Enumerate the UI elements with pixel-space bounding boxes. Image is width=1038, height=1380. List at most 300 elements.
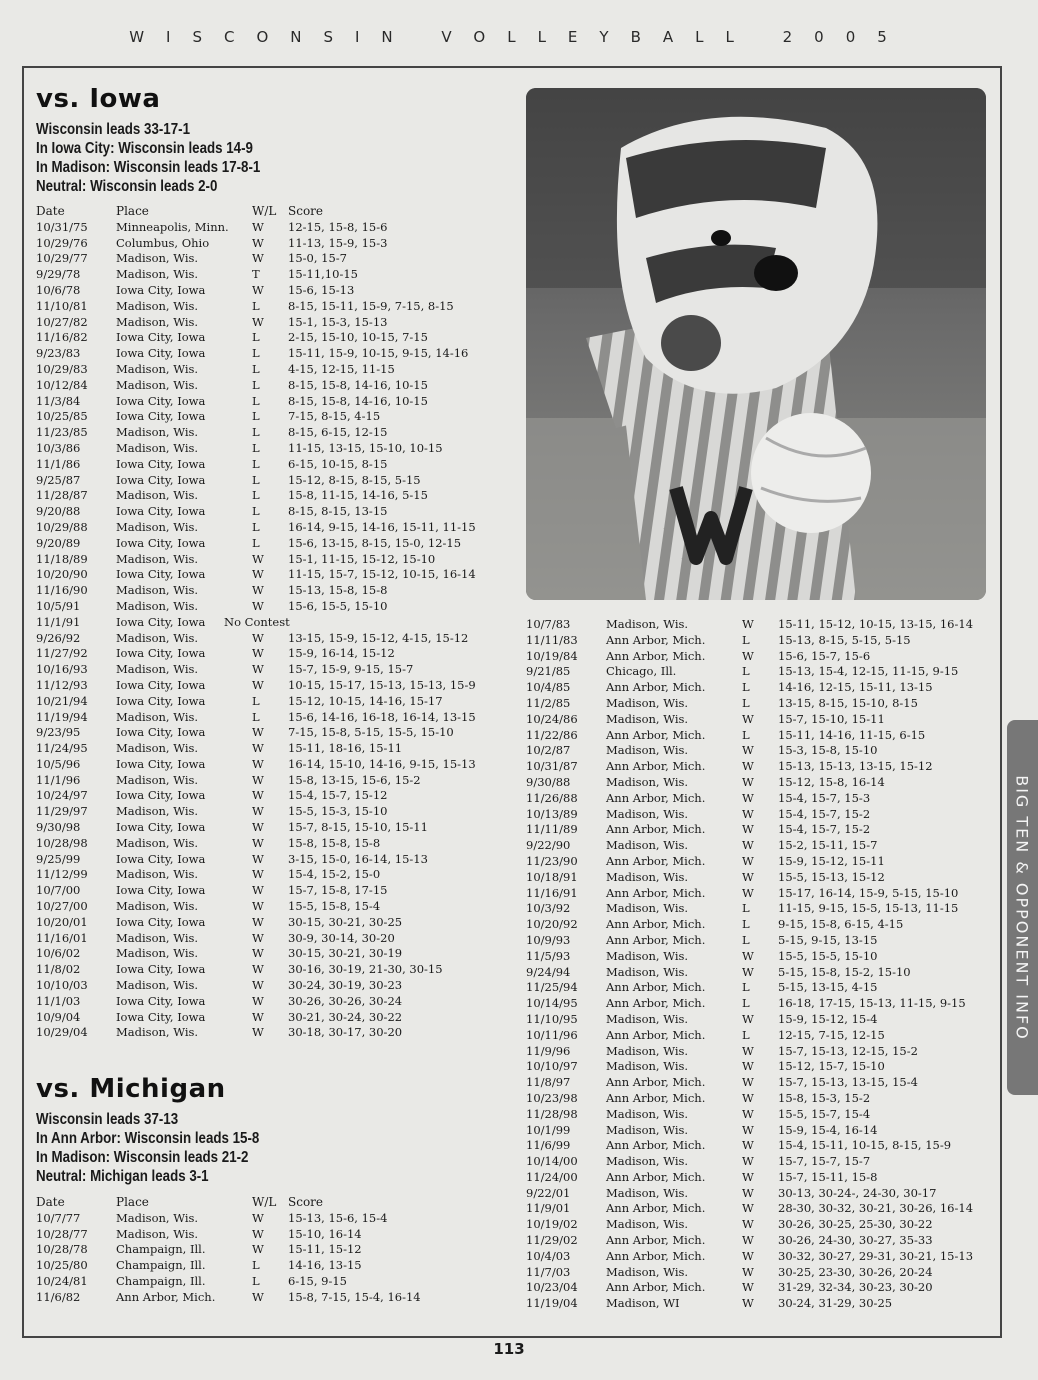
table-row	[526, 633, 996, 649]
place-cell: Iowa City, Iowa	[116, 567, 206, 582]
date-cell: 10/25/85	[36, 409, 88, 424]
place-cell: Madison, Wis.	[116, 930, 199, 945]
score-cell: 15-5, 15-8, 15-4	[288, 899, 381, 914]
place-cell: Madison, Wis.	[116, 314, 199, 329]
result-cell: T	[252, 267, 260, 282]
table-row	[36, 1211, 506, 1227]
result-cell: W	[252, 788, 264, 803]
table-row	[526, 1123, 996, 1139]
score-cell: 15-7, 15-10, 15-11	[778, 711, 885, 726]
date-cell: 11/8/97	[526, 1075, 571, 1090]
score-cell: 15-7, 8-15, 15-10, 15-11	[288, 820, 428, 835]
table-row	[36, 710, 506, 726]
score-cell: 11-15, 13-15, 15-10, 10-15	[288, 440, 443, 455]
result-cell: W	[252, 899, 264, 914]
place-cell: Ann Arbor, Mich.	[606, 1233, 706, 1248]
table-row	[526, 807, 996, 823]
score-cell: 30-26, 30-25, 25-30, 30-22	[778, 1217, 933, 1232]
result-cell: W	[252, 251, 264, 266]
date-cell: 11/11/89	[526, 822, 578, 837]
score-cell: 30-15, 30-21, 30-25	[288, 914, 403, 929]
date-cell: 11/28/87	[36, 488, 88, 503]
result-cell: W	[742, 948, 754, 963]
score-cell: 30-25, 23-30, 30-26, 20-24	[778, 1264, 933, 1279]
place-cell: Iowa City, Iowa	[116, 693, 206, 708]
table-row	[36, 1242, 506, 1258]
mascot-photo-image	[526, 88, 986, 600]
date-cell: 9/24/94	[526, 964, 571, 979]
date-cell: 9/22/01	[526, 1185, 571, 1200]
result-cell: W	[252, 883, 264, 898]
place-cell: Ann Arbor, Mich.	[606, 1138, 706, 1153]
date-cell: 10/7/83	[526, 617, 571, 631]
table-row	[526, 822, 996, 838]
score-cell: 15-4, 15-7, 15-12	[288, 788, 388, 803]
score-cell: 15-9, 15-12, 15-11	[778, 853, 885, 868]
running-head: WISCONSIN VOLLEYBALL 2005	[129, 28, 909, 46]
table-row	[36, 504, 506, 520]
score-cell: 15-11, 15-9, 10-15, 9-15, 14-16	[288, 346, 469, 361]
result-cell: No Contest	[224, 614, 290, 629]
place-cell: Madison, Wis.	[116, 519, 199, 534]
date-cell: 10/27/82	[36, 314, 88, 329]
score-cell: 15-2, 15-11, 15-7	[778, 838, 878, 853]
place-cell: Ann Arbor, Mich.	[606, 885, 706, 900]
score-cell: 3-15, 15-0, 16-14, 15-13	[288, 851, 428, 866]
date-cell: 10/5/91	[36, 598, 81, 613]
table-row	[36, 867, 506, 883]
score-cell: 30-16, 30-19, 21-30, 30-15	[288, 962, 443, 977]
date-cell: 10/6/78	[36, 282, 81, 297]
score-cell: 15-4, 15-7, 15-2	[778, 806, 871, 821]
score-cell: 15-17, 16-14, 15-9, 5-15, 15-10	[778, 885, 959, 900]
place-cell: Iowa City, Iowa	[116, 851, 206, 866]
date-cell: 11/26/88	[526, 790, 578, 805]
place-cell: Ann Arbor, Mich.	[606, 727, 706, 742]
table-row	[36, 662, 506, 678]
table-row	[36, 615, 506, 631]
date-cell: 11/1/91	[36, 614, 81, 629]
score-cell: 13-15, 8-15, 15-10, 8-15	[778, 695, 918, 710]
place-cell: Madison, Wis.	[606, 695, 689, 710]
date-cell: 11/10/95	[526, 1011, 578, 1026]
date-cell: 11/16/82	[36, 330, 88, 345]
score-cell: 6-15, 9-15	[288, 1273, 347, 1288]
result-cell: W	[252, 741, 264, 756]
score-cell: 14-16, 12-15, 15-11, 13-15	[778, 680, 933, 695]
table-row	[36, 741, 506, 757]
table-row	[36, 1258, 506, 1274]
date-cell: 11/10/81	[36, 298, 88, 313]
score-cell: 15-5, 15-13, 15-12	[778, 869, 885, 884]
place-cell: Iowa City, Iowa	[116, 472, 206, 487]
score-cell: 15-6, 15-7, 15-6	[778, 648, 871, 663]
place-cell: Columbus, Ohio	[116, 235, 210, 250]
date-cell: 10/1/99	[526, 1122, 571, 1137]
result-cell: W	[742, 648, 754, 663]
result-cell: W	[742, 1138, 754, 1153]
table-row	[36, 899, 506, 915]
result-cell: W	[742, 1043, 754, 1058]
place-cell: Madison, Wis.	[606, 743, 689, 758]
date-cell: 11/9/96	[526, 1043, 571, 1058]
place-cell: Madison, WI	[606, 1296, 680, 1311]
score-cell: 30-24, 31-29, 30-25	[778, 1296, 893, 1311]
table-row	[526, 949, 996, 965]
place-cell: Champaign, Ill.	[116, 1273, 206, 1288]
score-cell: 16-14, 9-15, 14-16, 15-11, 11-15	[288, 519, 476, 534]
score-cell: 30-15, 30-21, 30-19	[288, 946, 403, 961]
place-cell: Madison, Wis.	[606, 948, 689, 963]
date-cell: 9/23/95	[36, 725, 81, 740]
score-cell: 15-12, 8-15, 8-15, 5-15	[288, 472, 421, 487]
result-cell: L	[252, 1258, 260, 1273]
score-cell: 15-1, 15-3, 15-13	[288, 314, 388, 329]
date-cell: 11/24/95	[36, 741, 88, 756]
result-cell: W	[742, 1185, 754, 1200]
date-cell: 10/28/78	[36, 1242, 88, 1257]
result-cell: L	[742, 664, 750, 679]
score-cell: 5-15, 15-8, 15-2, 15-10	[778, 964, 911, 979]
top-rule	[22, 66, 1002, 68]
score-cell: 15-8, 11-15, 14-16, 5-15	[288, 488, 428, 503]
table-header-row	[36, 204, 506, 220]
score-cell: 15-11,10-15	[288, 267, 358, 282]
score-cell: 15-4, 15-7, 15-2	[778, 822, 871, 837]
score-cell: 15-7, 15-9, 9-15, 15-7	[288, 662, 414, 677]
place-cell: Iowa City, Iowa	[116, 535, 206, 550]
table-row	[36, 599, 506, 615]
place-cell: Ann Arbor, Mich.	[116, 1289, 216, 1304]
result-cell: W	[742, 1059, 754, 1074]
place-cell: Ann Arbor, Mich.	[606, 980, 706, 995]
column-header: Date	[36, 1195, 65, 1209]
date-cell: 11/18/89	[36, 551, 88, 566]
date-cell: 10/2/87	[526, 743, 571, 758]
score-cell: 9-15, 15-8, 6-15, 4-15	[778, 917, 904, 932]
date-cell: 9/25/87	[36, 472, 81, 487]
result-cell: W	[742, 853, 754, 868]
date-cell: 11/25/94	[526, 980, 578, 995]
place-cell: Madison, Wis.	[606, 1122, 689, 1137]
place-cell: Madison, Wis.	[116, 1210, 199, 1225]
date-cell: 10/24/81	[36, 1273, 88, 1288]
result-cell: W	[252, 677, 264, 692]
table-row	[36, 1274, 506, 1290]
date-cell: 10/25/80	[36, 1258, 88, 1273]
summary-line: In Madison: Wisconsin leads 17-8-1	[36, 159, 261, 176]
result-cell: L	[252, 425, 260, 440]
date-cell: 10/29/77	[36, 251, 88, 266]
table-row	[36, 978, 506, 994]
table-row	[526, 743, 996, 759]
michigan-results-table	[36, 1195, 506, 1306]
place-cell: Ann Arbor, Mich.	[606, 932, 706, 947]
table-row	[36, 678, 506, 694]
result-cell: W	[252, 1009, 264, 1024]
place-cell: Madison, Wis.	[606, 1011, 689, 1026]
score-cell: 8-15, 15-8, 14-16, 10-15	[288, 377, 428, 392]
place-cell: Madison, Wis.	[606, 838, 689, 853]
table-row	[526, 680, 996, 696]
result-cell: L	[742, 932, 750, 947]
place-cell: Madison, Wis.	[606, 806, 689, 821]
score-cell: 15-13, 15-13, 13-15, 15-12	[778, 759, 933, 774]
date-cell: 11/2/85	[526, 695, 571, 710]
result-cell: W	[742, 1169, 754, 1184]
date-cell: 10/11/96	[526, 1027, 578, 1042]
result-cell: W	[742, 964, 754, 979]
date-cell: 10/28/77	[36, 1226, 88, 1241]
table-row	[36, 409, 506, 425]
score-cell: 2-15, 15-10, 10-15, 7-15	[288, 330, 428, 345]
score-cell: 16-14, 15-10, 14-16, 9-15, 15-13	[288, 756, 476, 771]
result-cell: W	[252, 598, 264, 613]
date-cell: 10/9/04	[36, 1009, 81, 1024]
place-cell: Iowa City, Iowa	[116, 409, 206, 424]
table-row	[526, 901, 996, 917]
table-row	[36, 1227, 506, 1243]
date-cell: 11/24/00	[526, 1169, 578, 1184]
score-cell: 15-8, 15-8, 15-8	[288, 835, 381, 850]
place-cell: Madison, Wis.	[116, 488, 199, 503]
table-row	[36, 583, 506, 599]
result-cell: L	[742, 996, 750, 1011]
date-cell: 10/7/00	[36, 883, 81, 898]
score-cell: 8-15, 6-15, 12-15	[288, 425, 388, 440]
score-cell: 15-5, 15-3, 15-10	[288, 804, 388, 819]
place-cell: Madison, Wis.	[116, 1025, 199, 1040]
place-cell: Madison, Wis.	[116, 978, 199, 993]
place-cell: Iowa City, Iowa	[116, 393, 206, 408]
score-cell: 15-10, 16-14	[288, 1226, 362, 1241]
table-row	[526, 1233, 996, 1249]
result-cell: W	[252, 993, 264, 1008]
date-cell: 10/9/93	[526, 932, 571, 947]
date-cell: 11/23/85	[36, 425, 88, 440]
score-cell: 8-15, 15-8, 14-16, 10-15	[288, 393, 428, 408]
place-cell: Madison, Wis.	[116, 946, 199, 961]
table-row	[526, 1170, 996, 1186]
result-cell: L	[252, 409, 260, 424]
place-cell: Iowa City, Iowa	[116, 346, 206, 361]
result-cell: L	[742, 1027, 750, 1042]
date-cell: 11/12/93	[36, 677, 88, 692]
table-row	[36, 646, 506, 662]
place-cell: Iowa City, Iowa	[116, 1009, 206, 1024]
table-row	[36, 757, 506, 773]
date-cell: 10/19/02	[526, 1217, 578, 1232]
place-cell: Minneapolis, Minn.	[116, 219, 229, 234]
column-header: W/L	[252, 1195, 277, 1209]
date-cell: 11/7/03	[526, 1264, 571, 1279]
result-cell: L	[252, 472, 260, 487]
place-cell: Madison, Wis.	[606, 964, 689, 979]
score-cell: 10-15, 15-17, 15-13, 15-13, 15-9	[288, 677, 476, 692]
table-row	[36, 1010, 506, 1026]
table-row	[36, 1290, 506, 1306]
date-cell: 10/23/04	[526, 1280, 578, 1295]
date-cell: 10/16/93	[36, 662, 88, 677]
michigan-series-summary	[36, 1110, 259, 1186]
result-cell: L	[742, 632, 750, 647]
result-cell: W	[742, 1090, 754, 1105]
place-cell: Ann Arbor, Mich.	[606, 1169, 706, 1184]
result-cell: W	[742, 1122, 754, 1137]
result-cell: W	[742, 885, 754, 900]
side-tab-label: BIG TEN & OPPONENT INFO	[1012, 775, 1032, 1041]
date-cell: 10/24/97	[36, 788, 88, 803]
score-cell: 30-24, 30-19, 30-23	[288, 978, 403, 993]
date-cell: 11/12/99	[36, 867, 88, 882]
place-cell: Madison, Wis.	[116, 709, 199, 724]
table-row	[526, 1265, 996, 1281]
result-cell: L	[252, 519, 260, 534]
place-cell: Ann Arbor, Mich.	[606, 1027, 706, 1042]
place-cell: Chicago, Ill.	[606, 664, 677, 679]
score-cell: 7-15, 15-8, 5-15, 15-5, 15-10	[288, 725, 454, 740]
place-cell: Iowa City, Iowa	[116, 646, 206, 661]
place-cell: Madison, Wis.	[116, 899, 199, 914]
place-cell: Ann Arbor, Mich.	[606, 917, 706, 932]
place-cell: Madison, Wis.	[116, 867, 199, 882]
place-cell: Madison, Wis.	[606, 1264, 689, 1279]
date-cell: 10/29/04	[36, 1025, 88, 1040]
table-row	[526, 775, 996, 791]
result-cell: W	[252, 1210, 264, 1225]
table-row	[36, 236, 506, 252]
summary-line: Wisconsin leads 37-13	[36, 1111, 179, 1128]
result-cell: W	[252, 314, 264, 329]
place-cell: Iowa City, Iowa	[116, 914, 206, 929]
table-row	[36, 330, 506, 346]
score-cell: 30-21, 30-24, 30-22	[288, 1009, 403, 1024]
place-cell: Madison, Wis.	[116, 630, 199, 645]
result-cell: W	[742, 711, 754, 726]
table-row	[526, 838, 996, 854]
date-cell: 10/3/86	[36, 440, 81, 455]
table-row	[526, 1296, 996, 1312]
table-row	[36, 283, 506, 299]
date-cell: 9/30/98	[36, 820, 81, 835]
place-cell: Iowa City, Iowa	[116, 725, 206, 740]
result-cell: W	[252, 1226, 264, 1241]
score-cell: 12-15, 7-15, 12-15	[778, 1027, 885, 1042]
date-cell: 11/5/93	[526, 948, 571, 963]
place-cell: Madison, Wis.	[606, 711, 689, 726]
table-row	[526, 1028, 996, 1044]
result-cell: W	[252, 756, 264, 771]
score-cell: 16-18, 17-15, 15-13, 11-15, 9-15	[778, 996, 966, 1011]
table-row	[526, 870, 996, 886]
table-row	[36, 915, 506, 931]
date-cell: 9/21/85	[526, 664, 571, 679]
score-cell: 15-8, 7-15, 15-4, 16-14	[288, 1289, 421, 1304]
date-cell: 10/31/75	[36, 219, 88, 234]
score-cell: 15-6, 15-13	[288, 282, 355, 297]
result-cell: L	[742, 695, 750, 710]
result-cell: W	[742, 1233, 754, 1248]
table-row	[36, 473, 506, 489]
date-cell: 10/20/90	[36, 567, 88, 582]
place-cell: Madison, Wis.	[606, 1059, 689, 1074]
score-cell: 15-13, 15-8, 15-8	[288, 583, 388, 598]
place-cell: Madison, Wis.	[116, 251, 199, 266]
place-cell: Madison, Wis.	[606, 774, 689, 789]
place-cell: Ann Arbor, Mich.	[606, 853, 706, 868]
result-cell: L	[252, 709, 260, 724]
date-cell: 10/7/77	[36, 1210, 81, 1225]
date-cell: 11/1/96	[36, 772, 81, 787]
score-cell: 8-15, 8-15, 13-15	[288, 504, 388, 519]
place-cell: Ann Arbor, Mich.	[606, 632, 706, 647]
date-cell: 10/5/96	[36, 756, 81, 771]
date-cell: 10/27/00	[36, 899, 88, 914]
score-cell: 15-12, 10-15, 14-16, 15-17	[288, 693, 443, 708]
result-cell: L	[252, 693, 260, 708]
table-row	[526, 728, 996, 744]
table-row	[526, 1280, 996, 1296]
result-cell: L	[742, 980, 750, 995]
table-row	[526, 980, 996, 996]
table-row	[36, 251, 506, 267]
result-cell: L	[252, 361, 260, 376]
table-row	[36, 820, 506, 836]
table-row	[526, 1249, 996, 1265]
place-cell: Ann Arbor, Mich.	[606, 680, 706, 695]
date-cell: 11/16/01	[36, 930, 88, 945]
michigan-section-title: vs. Michigan	[36, 1074, 226, 1104]
table-row	[36, 362, 506, 378]
place-cell: Ann Arbor, Mich.	[606, 1248, 706, 1263]
result-cell: W	[252, 914, 264, 929]
result-cell: W	[252, 978, 264, 993]
table-row	[36, 694, 506, 710]
summary-line: Neutral: Michigan leads 3-1	[36, 1168, 209, 1185]
place-cell: Madison, Wis.	[116, 551, 199, 566]
table-row	[36, 425, 506, 441]
result-cell: W	[742, 1075, 754, 1090]
result-cell: W	[252, 725, 264, 740]
result-cell: W	[252, 662, 264, 677]
score-cell: 31-29, 32-34, 30-23, 30-20	[778, 1280, 933, 1295]
place-cell: Madison, Wis.	[606, 869, 689, 884]
place-cell: Madison, Wis.	[606, 1154, 689, 1169]
page-number: 113	[493, 1340, 525, 1358]
table-row	[36, 804, 506, 820]
table-row	[526, 996, 996, 1012]
table-row	[36, 788, 506, 804]
table-header-row	[36, 1195, 506, 1211]
place-cell: Madison, Wis.	[116, 804, 199, 819]
summary-line: In Ann Arbor: Wisconsin leads 15-8	[36, 1130, 260, 1147]
table-row	[526, 965, 996, 981]
date-cell: 10/4/85	[526, 680, 571, 695]
table-row	[36, 725, 506, 741]
score-cell: 15-11, 15-12	[288, 1242, 362, 1257]
place-cell: Iowa City, Iowa	[116, 820, 206, 835]
date-cell: 9/29/78	[36, 267, 81, 282]
date-cell: 9/25/99	[36, 851, 81, 866]
score-cell: 6-15, 10-15, 8-15	[288, 456, 388, 471]
result-cell: L	[252, 504, 260, 519]
score-cell: 15-5, 15-7, 15-4	[778, 1106, 871, 1121]
place-cell: Iowa City, Iowa	[116, 456, 206, 471]
result-cell: W	[252, 1289, 264, 1304]
result-cell: W	[742, 759, 754, 774]
column-header: Score	[288, 1195, 324, 1209]
result-cell: L	[252, 440, 260, 455]
